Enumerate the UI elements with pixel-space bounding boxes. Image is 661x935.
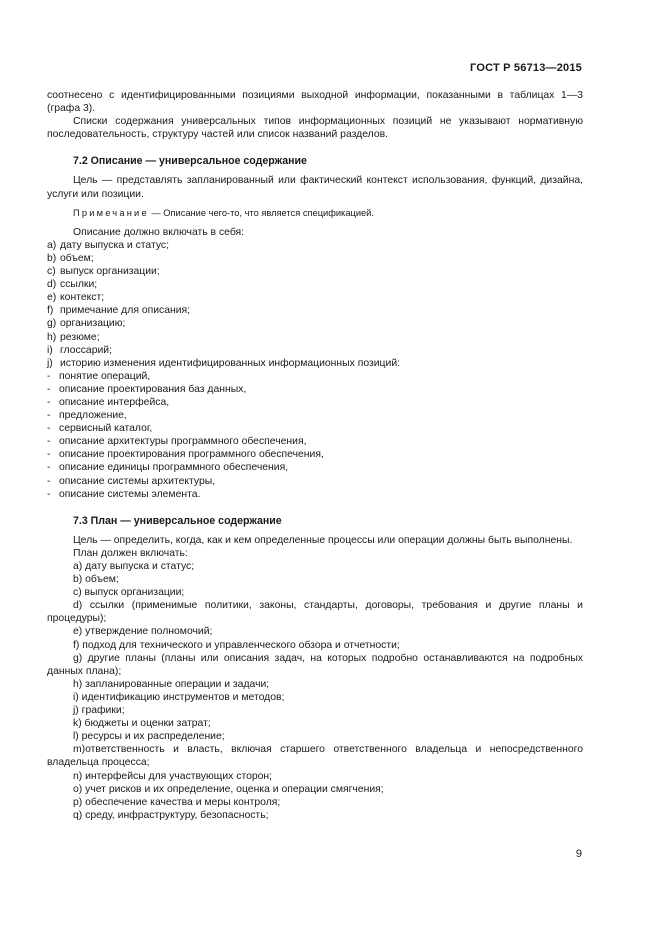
section-7-3-list [47, 560, 583, 822]
dash-list-item [47, 448, 583, 461]
list-item-text: примечание для описания; [60, 305, 191, 317]
list-item [47, 252, 583, 265]
dash-list-item-text: описание системы архитектуры, [59, 475, 216, 487]
dash-marker: - [47, 423, 51, 435]
list-item [47, 239, 583, 252]
dash-marker: - [47, 462, 51, 474]
list-item: j) графики; [73, 705, 125, 717]
list-item-text: контекст; [60, 292, 105, 304]
dash-list-item [47, 475, 583, 488]
dash-list-item-text: описание системы элемента. [59, 488, 201, 500]
dash-list-item-text: предложение, [59, 410, 127, 422]
list-item: a) дату выпуска и статус; [73, 561, 195, 572]
list-item-text: резюме; [60, 331, 100, 343]
dash-list-item-text: описание проектирования программного обеспечения, [59, 449, 324, 461]
dash-list-item [47, 396, 583, 409]
list-item: p) обеспечение качества и меры контроля; [73, 796, 281, 808]
list-marker: g) [47, 318, 57, 330]
dash-list-item-text: описание архитектуры программного обеспечения, [59, 436, 307, 448]
document-header: ГОСТ Р 56713—2015 [470, 62, 582, 74]
dash-list-item-text: понятие операций, [59, 370, 151, 382]
dash-list-item-text: описание интерфейса, [59, 396, 170, 408]
dash-list-item [47, 370, 583, 383]
list-marker: e) [47, 292, 57, 304]
list-item-text: организацию; [60, 318, 126, 330]
list-item-text: объем; [60, 252, 94, 264]
list-item: o) учет рисков и их определение, оценка и операции смягчения; [73, 783, 384, 795]
page-number: 9 [575, 848, 582, 860]
list-item [47, 344, 583, 357]
page-content [47, 89, 583, 822]
section-7-2-list [47, 239, 583, 370]
dash-marker: - [47, 488, 51, 500]
dash-marker: - [47, 370, 51, 382]
dash-list-item [47, 435, 583, 448]
list-item [47, 331, 583, 344]
list-item: c) выпуск организации; [73, 587, 185, 599]
list-item [47, 265, 583, 278]
note-label: Примечание [73, 207, 149, 218]
list-marker: a) [47, 239, 57, 251]
note-text: — Описание чего-то, что является спецификацией. [148, 207, 374, 218]
dash-list-item [47, 488, 583, 501]
section-7-2-sublist [47, 370, 583, 501]
dash-list-item [47, 383, 583, 396]
list-item: k) бюджеты и оценки затрат; [73, 718, 211, 730]
dash-list-item [47, 409, 583, 422]
list-item: i) идентификацию инструментов и методов; [73, 691, 285, 703]
dash-marker: - [47, 475, 51, 487]
list-item-text: выпуск организации; [60, 266, 160, 278]
list-item-text: историю изменения идентифицированных информационных позиций: [60, 357, 401, 369]
list-item [47, 278, 583, 291]
list-item: q) среду, инфраструктуру, безопасность; [73, 809, 269, 821]
section-7-2-note [47, 207, 583, 220]
list-item-text: глоссарий; [60, 344, 112, 356]
list-marker: j) [47, 357, 53, 369]
list-marker: b) [47, 252, 57, 264]
list-item [47, 291, 583, 304]
dash-list-item-text: описание единицы программного обеспечения, [59, 462, 289, 474]
dash-marker: - [47, 396, 51, 408]
list-item [47, 317, 583, 330]
list-marker: c) [47, 266, 56, 278]
dash-marker: - [47, 410, 51, 422]
list-item: e) утверждение полномочий; [73, 626, 213, 638]
section-7-2-goal: Цель — представлять запланированный или фактический контекст использования, функций, дизайна, услуги или позиции. [47, 175, 583, 200]
list-item: g) другие планы (планы или описания задач, на которых подробно останавливаются на подробных данных плана); [47, 652, 583, 677]
list-item: m)ответственность и власть, включая старшего ответственного владельца и непосредственного владельца процесса; [47, 744, 583, 769]
list-marker: f) [47, 305, 54, 317]
list-item-text: дату выпуска и статус; [60, 239, 170, 251]
list-item: f) подход для технического и управленческого обзора и отчетности; [73, 639, 400, 651]
list-item: b) объем; [73, 574, 119, 586]
dash-marker: - [47, 436, 51, 448]
section-7-2-heading: 7.2 Описание — универсальное содержание [73, 155, 307, 168]
dash-list-item-text: сервисный каталог, [59, 423, 153, 435]
list-marker: i) [47, 344, 53, 356]
section-7-3-lead: План должен включать: [73, 547, 188, 559]
section-7-2-lead: Описание должно включать в себя: [73, 226, 245, 238]
dash-marker: - [47, 383, 51, 395]
list-item: l) ресурсы и их распределение; [73, 731, 225, 743]
intro-paragraph: Списки содержания универсальных типов информационных позиций не указывают нормативную последовательность, структуру частей или список названий разделов. [47, 116, 583, 141]
list-item-text: ссылки; [60, 279, 98, 291]
dash-list-item [47, 422, 583, 435]
section-7-3-goal: Цель — определить, когда, как и кем определенные процессы или операции должны быть выполнены. [73, 534, 573, 546]
section-7-3-heading: 7.3 План — универсальное содержание [73, 514, 282, 527]
dash-marker: - [47, 449, 51, 461]
dash-list-item-text: описание проектирования баз данных, [59, 383, 247, 395]
list-item: n) интерфейсы для участвующих сторон; [73, 770, 273, 782]
list-item: h) запланированные операции и задачи; [73, 678, 270, 690]
list-item [47, 304, 583, 317]
list-item [47, 357, 583, 370]
list-item: d) ссылки (применимые политики, законы, стандарты, договоры, требования и другие планы и процедуры); [47, 600, 583, 625]
list-marker: h) [47, 331, 57, 343]
dash-list-item [47, 461, 583, 474]
intro-continuation: соотнесено с идентифицированными позициями выходной информации, показанными в таблицах 1—3 (графа 3). [47, 90, 583, 115]
list-marker: d) [47, 279, 57, 291]
